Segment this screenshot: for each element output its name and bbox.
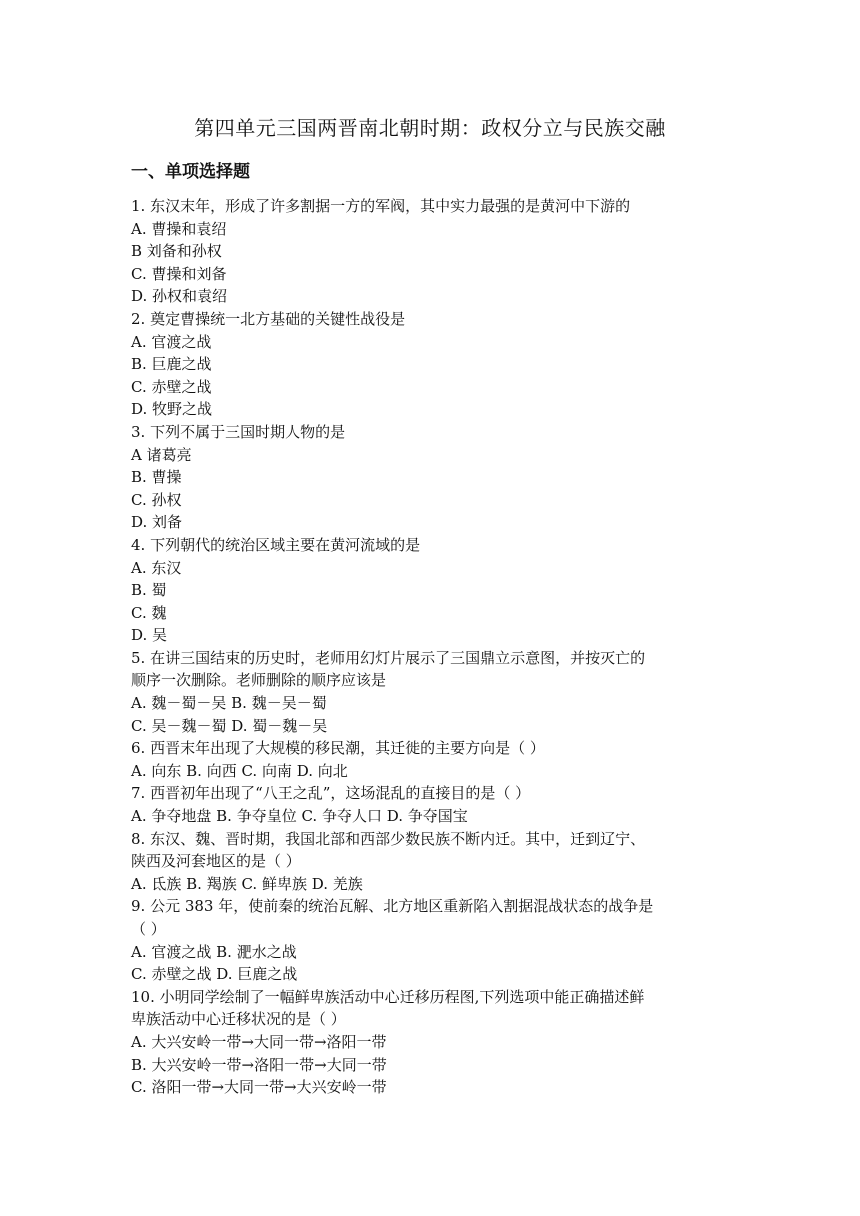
option-line: A. 曹操和袁绍: [131, 219, 227, 238]
option-line: A. 东汉: [131, 558, 182, 577]
option-line: A. 官渡之战: [131, 332, 212, 351]
question-line: 7. 西晋初年出现了“八王之乱”，这场混乱的直接目的是（ ）: [131, 784, 531, 803]
question-line: 10. 小明同学绘制了一幅鲜卑族活动中心迁移历程图,下列选项中能正确描述鲜: [131, 987, 645, 1006]
option-line: B. 巨鹿之战: [131, 355, 212, 374]
question-line: 9. 公元 383 年，使前秦的统治瓦解、北方地区重新陷入割据混战状态的战争是: [131, 897, 654, 916]
option-line: B 刘备和孙权: [131, 242, 222, 261]
option-line: A. 向东 B. 向西 C. 向南 D. 向北: [131, 761, 348, 780]
question-line: 顺序一次删除。老师删除的顺序应该是: [131, 671, 387, 690]
question-line: 陕西及河套地区的是（ ）: [131, 852, 301, 871]
page-title: 第四单元三国两晋南北朝时期：政权分立与民族交融: [194, 116, 666, 140]
question-line: 3. 下列不属于三国时期人物的是: [131, 422, 346, 441]
option-line: A. 氐族 B. 羯族 C. 鲜卑族 D. 羌族: [131, 874, 363, 893]
option-line: C. 洛阳一带→大同一带→大兴安岭一带: [131, 1078, 387, 1097]
option-line: A 诸葛亮: [131, 445, 192, 464]
option-line: C. 魏: [131, 603, 167, 622]
question-line: 1. 东汉末年，形成了许多割据一方的军阀，其中实力最强的是黄河中下游的: [131, 197, 631, 215]
option-line: C. 赤壁之战 D. 巨鹿之战: [131, 965, 298, 984]
question-line: 8. 东汉、魏、晋时期，我国北部和西部少数民族不断内迁。其中，迁到辽宁、: [131, 829, 646, 848]
option-line: B. 蜀: [131, 581, 167, 600]
option-line: A. 争夺地盘 B. 争夺皇位 C. 争夺人口 D. 争夺国宝: [131, 807, 468, 826]
question-list: [131, 195, 736, 1099]
question-line: 5. 在讲三国结束的历史时，老师用幻灯片展示了三国鼎立示意图，并按灭亡的: [131, 648, 646, 667]
question-line: 卑族活动中心迁移状况的是（ ）: [131, 1010, 346, 1029]
option-line: B. 大兴安岭一带→洛阳一带→大同一带: [131, 1055, 387, 1074]
option-line: A. 魏－蜀－吴 B. 魏－吴－蜀: [131, 694, 327, 713]
option-line: C. 赤壁之战: [131, 377, 212, 396]
section-heading: 一、单项选择题: [131, 162, 250, 182]
option-line: C. 孙权: [131, 490, 182, 509]
option-line: C. 吴－魏－蜀 D. 蜀－魏－吴: [131, 716, 328, 735]
question-line: 2. 奠定曹操统一北方基础的关键性战役是: [131, 309, 406, 328]
option-line: A. 大兴安岭一带→大同一带→洛阳一带: [131, 1032, 387, 1051]
option-line: D. 吴: [131, 626, 168, 645]
question-line: 4. 下列朝代的统治区域主要在黄河流域的是: [131, 535, 421, 554]
option-line: C. 曹操和刘备: [131, 264, 227, 283]
option-line: D. 牧野之战: [131, 400, 213, 419]
option-line: B. 曹操: [131, 468, 182, 487]
option-line: D. 孙权和袁绍: [131, 287, 228, 306]
option-line: D. 刘备: [131, 513, 183, 532]
question-line: （ ）: [131, 920, 166, 938]
question-line: 6. 西晋末年出现了大规模的移民潮，其迁徙的主要方向是（ ）: [131, 739, 545, 758]
option-line: A. 官渡之战 B. 淝水之战: [131, 942, 297, 961]
